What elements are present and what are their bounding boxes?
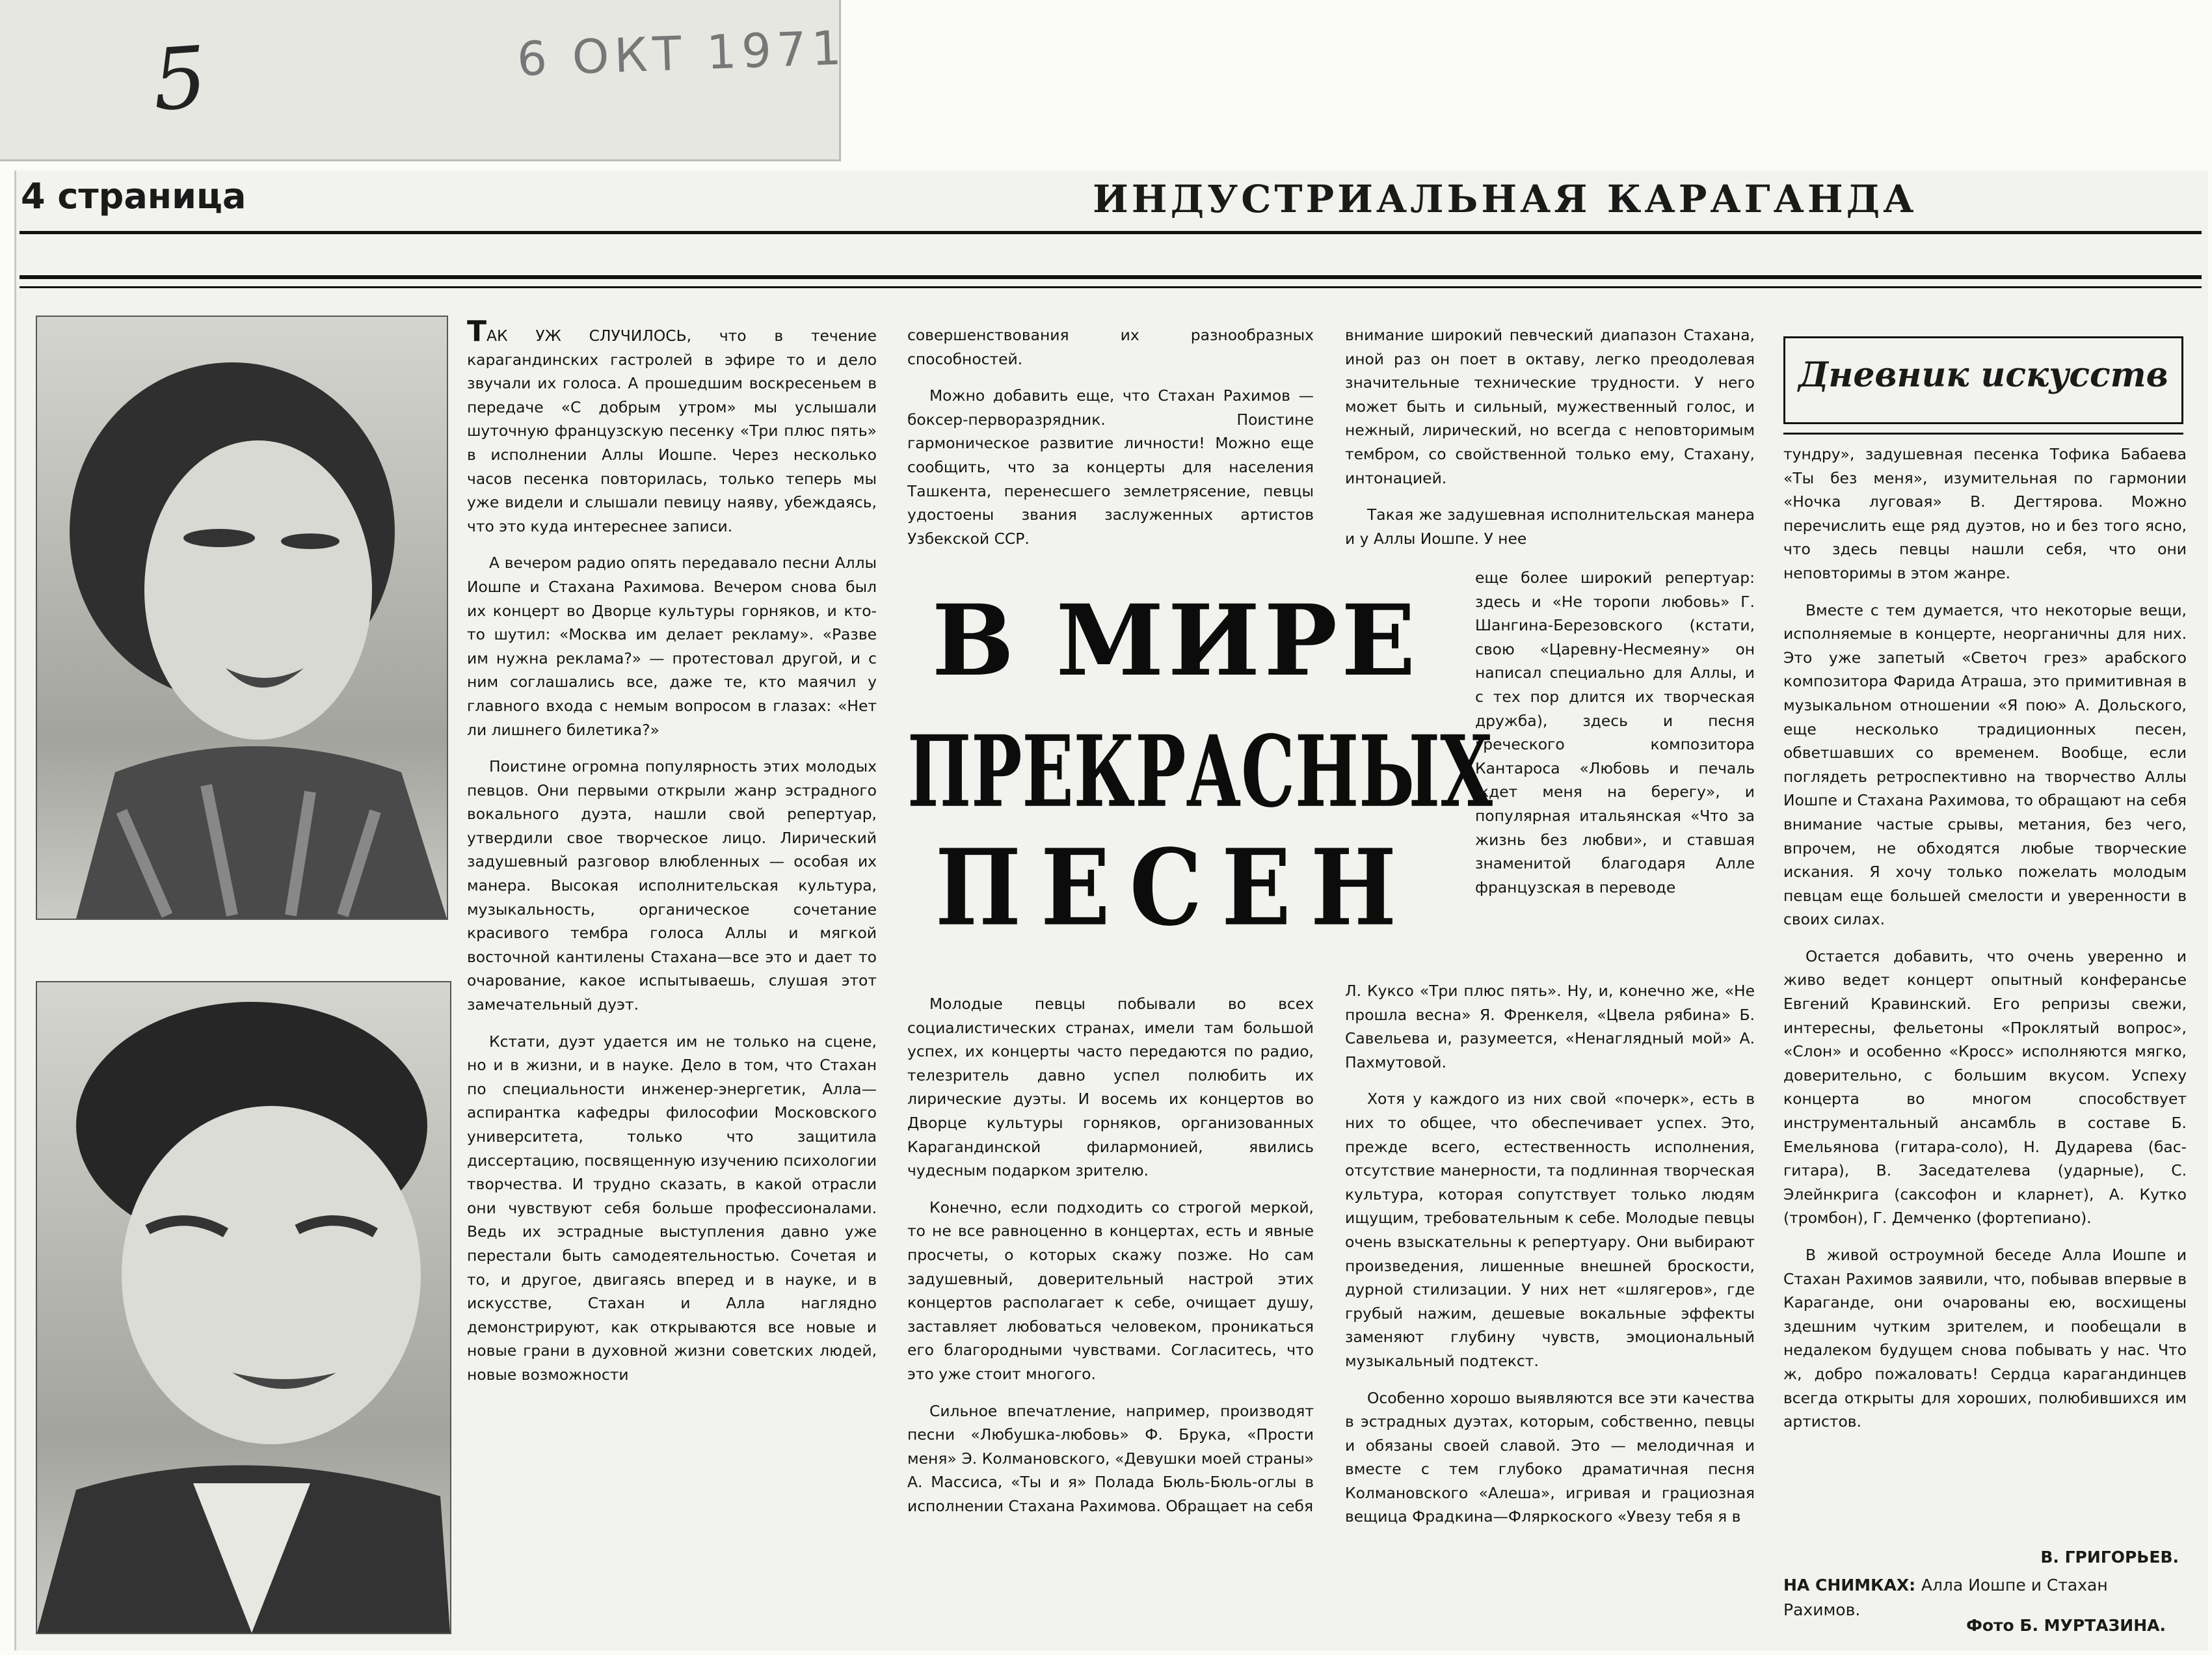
article-paragraph: Поистине огромна популярность этих молодых певцов. Они первыми открыли жанр эстрадного вокального дуэта, нашли свой репертуар, утвердили свое творческое лицо. Лирический задушевный разговор влюбленных — особая их манера. Высокая исполнительская культура, музыкальность, органическое сочетание красивого тембра голоса Аллы и мягкой восточной кантилены Стахана—все это и дает то очарование, какое испытываешь, слушая этот замечательный дуэт. bbox=[467, 757, 877, 1014]
photo-stakhan-rakhimov bbox=[36, 981, 451, 1634]
article-paragraph: Молодые певцы побывали во всех социалистических странах, имели там большой успех, их концерты часто передаются по радио, телезритель давно успел полюбить их лирические дуэты. И восемь их концертов во Дворце культуры горняков, организованных Карагандинской филармонией, явились чудесным подарком зрителю. bbox=[907, 995, 1314, 1180]
article-column-2-top bbox=[907, 323, 1314, 550]
article-author: В. ГРИГОРЬЕВ. bbox=[2040, 1548, 2179, 1567]
lead-text: АК УЖ СЛУЧИЛОСЬ, что в течение карагандинских гастролей в эфире то и дело звучали их голоса. А прошедшим воскресеньем в передаче «С добрым утром» мы услышали шуточную французскую песенку «Три плюс пять» в исполнении Аллы Иошпе. Через несколько часов песенка повторилась, только теперь мы уже видели и слышали певицу наяву, убеждаясь, что это куда интереснее записи. bbox=[467, 327, 877, 535]
article-paragraph: Вместе с тем думается, что некоторые вещи, исполняемые в концерте, неорганичны для них. Это уже запетый «Светоч грез» арабского композитора Фарида Атраша, это примитивная в музыкальном отношении «Я пою» А. Дольского, еще несколько традиционных песен, обветшавших со временем. Вообще, если поглядеть ретроспективно на творчество Аллы Иошпе и Стахана Рахимова, то обращают на себя внимание частые срывы, метания, без чего, впрочем, не обходятся любые творческие искания. Я хочу только пожелать молодым певцам еще большей смелости и уверенности в своих силах. bbox=[1783, 600, 2187, 929]
photo-alla-ioshpe bbox=[36, 316, 448, 920]
drop-cap: Т bbox=[467, 315, 487, 348]
header-rule-mid bbox=[20, 275, 2202, 279]
article-paragraph: тундру», задушевная песенка Тофика Бабаева «Ты без меня», изумительная по гармонии «Ночка луговая» В. Дегтярова. Можно перечислить еще ряд дуэтов, но и без того ясно, что здесь певцы нашли себя, что они неповторимы в этом жанре. bbox=[1783, 445, 2187, 582]
date-stamp: 6 ОКТ 1971 bbox=[516, 20, 847, 87]
newspaper-title: ИНДУСТРИАЛЬНАЯ КАРАГАНДА bbox=[1093, 177, 1917, 221]
article-paragraph: внимание широкий певческий диапазон Стахана, иной раз он поет в октаву, легко преодолевая значительные технические трудности. У него может быть и сильный, мужественный голос, и нежный, лирический, но всегда с неповторимым тембром, со свойственной только ему, Стахану, интонацией. bbox=[1345, 326, 1755, 487]
article-paragraph: Такая же задушевная исполнительская манера и у Аллы Иошпе. У нее bbox=[1345, 505, 1755, 548]
article-paragraph: Сильное впечатление, например, производят песни «Любушка-любовь» Ф. Брука, «Прости меня» Э. Колмановского, «Девушки моей страны» А. Массиса, «Ты и я» Полада Бюль-Бюль-оглы в исполнении Стахана Рахимова. Обращает на себя bbox=[907, 1401, 1314, 1515]
article-paragraph: В живой остроумной беседе Алла Иошпе и Стахан Рахимов заявили, что, побывав впервые в Караганде, они очарованы ею, восхищены здешним чутким зрителем, и пообещали в недалеком будущем снова побывать у нас. Что ж, добро пожаловать! Сердца карагандинцев всегда открыты для хороших, полюбившихся им артистов. bbox=[1783, 1246, 2187, 1431]
article-paragraph: Особенно хорошо выявляются все эти качества в эстрадных дуэтах, которым, собственно, певцы и обязаны своей славой. Это — мелодичная и вместе с тем глубоко драматичная песня Колмановского «Алеша», игривая и грациозная вещица Фрадкина—Фляркоского «Увезу тебя я в bbox=[1345, 1388, 1755, 1526]
article-paragraph: еще более широкий репертуар: здесь и «Не торопи любовь» Г. Шангина-Березовского (кстати, свою «Царевну-Несмеяну» он написал специально для Аллы, и с тех пор длится их творческая дружба), здесь и песня греческого композитора Кантароса «Любовь и печаль ждет меня на берегу», и популярная итальянская «Что за жизнь без любви», и ставшая знаменитой благодаря Алле французская в переводе bbox=[1475, 569, 1755, 896]
article-paragraph: Хотя у каждого из них свой «почерк», есть в них то общее, что обеспечивает успех. Это, прежде всего, естественность исполнения, отсутствие манерности, та подлинная творческая культура, которая сопутствует только людям ищущим, требовательным к себе. Молодые певцы очень взыскательны к репертуару. Они выбирают произведения, лишенные внешней броскости, дурной стилизации. У них нет «шлягеров», где грубый нажим, дешевые вокальные эффекты заменяют глубину чувств, эмоциональный музыкальный подтекст. bbox=[1345, 1090, 1755, 1370]
article-column-4 bbox=[1783, 442, 2187, 1434]
headline-line-2: ПРЕКРАСНЫХ bbox=[907, 713, 1493, 829]
article-column-3-top bbox=[1345, 323, 1755, 550]
article-column-3-bottom bbox=[1345, 979, 1755, 1529]
caption-label: НА СНИМКАХ: bbox=[1783, 1576, 1916, 1594]
article-headline bbox=[907, 584, 1493, 950]
article-paragraph: Остается добавить, что очень уверенно и живо ведет концерт опытный конферансье Евгений Кравинский. Его репризы свежи, интересны, фельетоны «Проклятый вопрос», «Слон» и особенно «Кросс» исполняются мягко, доверительно, с большим вкусом. Успеху концерта во многом способствует инструментальный ансамбль в составе Б. Емельянова (гитара-соло), Н. Дударева (бас-гитара), В. Заседателева (ударные), С. Элейнкрига (саксофон и кларнет), А. Кутко (тромбон), Г. Демченко (фортепиано). bbox=[1783, 947, 2187, 1228]
article-paragraph: А вечером радио опять передавало песни Аллы Иошпе и Стахана Рахимова. Вечером снова был их концерт во Дворце культуры горняков, и кто-то шутил: «Москва им делает рекламу». «Разве им нужна реклама?» — протестовал другой, и с ним соглашались все, даже те, кто маячил у главного входа с немым вопросом в глазах: «Нет ли лишнего билетика?» bbox=[467, 554, 877, 739]
headline-line-3: ПЕСЕН bbox=[935, 827, 1417, 950]
article-paragraph: Можно добавить еще, что Стахан Рахимов — боксер-перворазрядник. Поистине гармоническое развитие личности! Можно еще сообщить, что за концерты для населения Ташкента, перенесшего землетрясение, певцы удостоены звания заслуженных артистов Узбекской ССР. bbox=[907, 386, 1314, 548]
article-paragraph: совершенствования их разнообразных способностей. bbox=[907, 326, 1314, 368]
article-column-3-inset bbox=[1475, 566, 1755, 899]
handwritten-number: 5 bbox=[149, 27, 210, 130]
header-rule-top bbox=[20, 231, 2202, 234]
article-column-1 bbox=[467, 315, 877, 1387]
caption-text: Алла Иошпе и Стахан Рахимов. bbox=[1783, 1576, 2108, 1619]
article-column-2-bottom bbox=[907, 992, 1314, 1518]
headline-line-1: В МИРЕ bbox=[931, 584, 1420, 698]
section-title-box: Дневник искусств bbox=[1783, 336, 2183, 424]
article-paragraph: Кстати, дуэт удается им не только на сцене, но и в жизни, и в науке. Дело в том, что Стахан по специальности инженер-энергетик, Алла—аспирантка кафедры философии Московского университета, только что защитила диссертацию, посвященную изучению психологии творчества. И трудно сказать, в какой отрасли они чувствуют себя больше профессионалами. Ведь их эстрадные выступления давно уже перестали быть самодеятельностью. Сочетая и то, и другое, двигаясь вперед и в науке, и в искусстве, Стахан и Алла наглядно демонстрируют, как открываются все новые и новые грани в духовной жизни советских людей, новые возможности bbox=[467, 1032, 877, 1384]
header-rule-bottom bbox=[20, 286, 2202, 288]
article-paragraph: Л. Куксо «Три плюс пять». Ну, и, конечно же, «Не прошла весна» Я. Френкеля, «Цвела рябина» Б. Савельева и, разумеется, «Ненаглядный мой» А. Пахмутовой. bbox=[1345, 982, 1755, 1071]
article-paragraph: Конечно, если подходить со строгой меркой, то не все равноценно в концертах, есть и явные просчеты, о которых скажу позже. Но сам задушевный, доверительный настрой этих концертов располагает к себе, очищает душу, заставляет любоваться человеком, проникаться его благородными чувствами. Согласитесь, что это уже стоит многого. bbox=[907, 1198, 1314, 1383]
page-number: 4 страница bbox=[21, 176, 247, 217]
article-lead-paragraph bbox=[467, 315, 877, 538]
photo-credit: Фото Б. МУРТАЗИНА. bbox=[1966, 1616, 2166, 1635]
section-box-rule bbox=[1783, 433, 2183, 435]
